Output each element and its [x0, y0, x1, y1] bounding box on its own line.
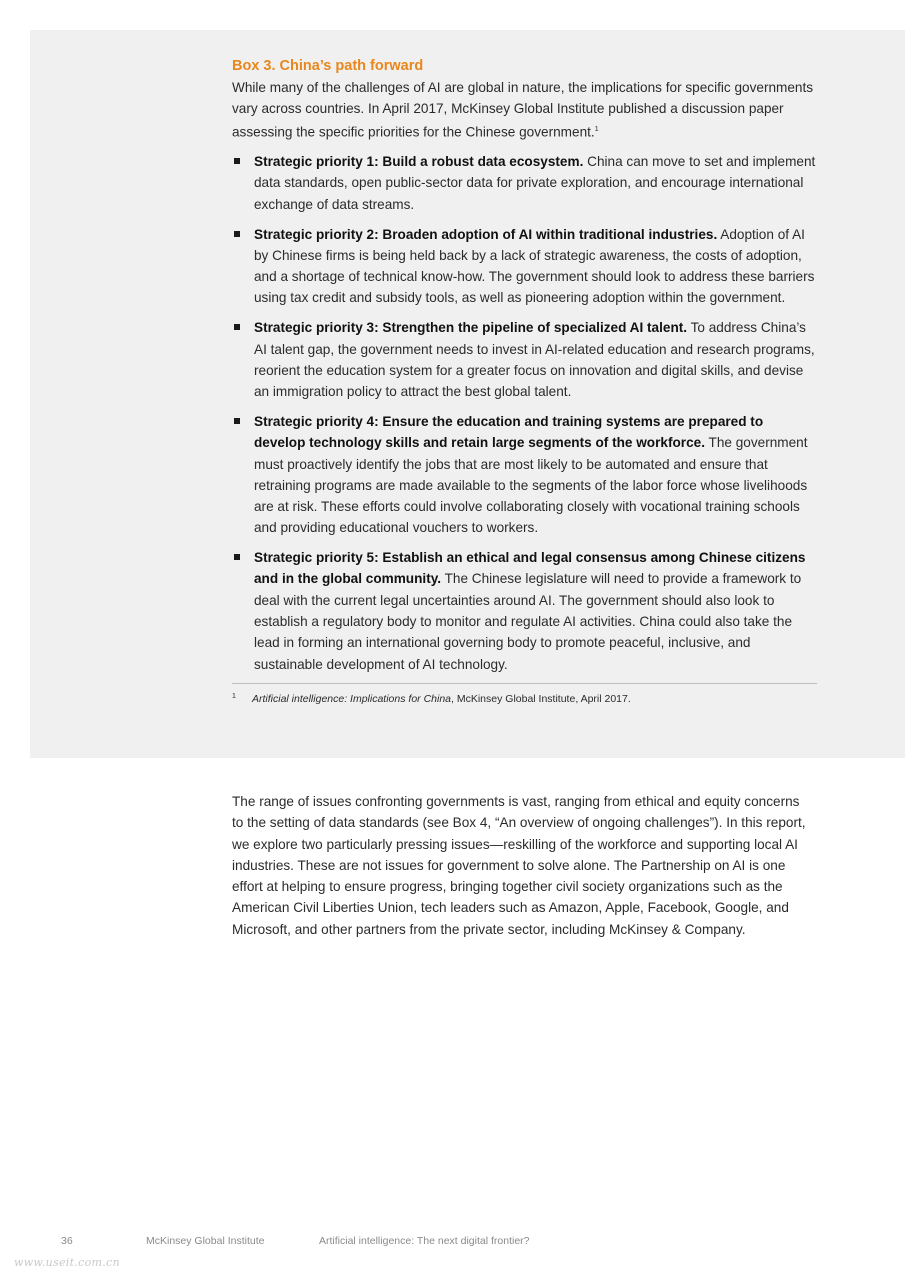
priority-lead: Strategic priority 2: Broaden adoption of AI within traditional industries. — [254, 226, 718, 242]
box-content — [232, 56, 817, 707]
list-item — [232, 547, 817, 675]
footer-publisher: McKinsey Global Institute — [146, 1235, 265, 1247]
priority-lead: Strategic priority 3: Strengthen the pipeline of specialized AI talent. — [254, 320, 688, 336]
priority-lead: Strategic priority 4: Ensure the education and training systems are prepared to develop technology skills and retain large segments of the workforce. — [254, 413, 764, 451]
priority-list — [232, 151, 817, 675]
footer-report-title: Artificial intelligence: The next digital frontier? — [319, 1235, 530, 1247]
box-intro — [232, 77, 817, 143]
priority-text: To address China’s AI talent gap, the government needs to invest in AI-related education and research programs, reorient the education system for a greater focus on innovation and digital skills, and devise an immigration policy to attract the best global talent. — [254, 320, 815, 400]
list-item — [232, 224, 817, 309]
footnote-mark: 1 — [232, 693, 236, 701]
priority-text: Adoption of AI by Chinese firms is being held back by a lack of strategic awareness, the costs of adoption, and a shortage of technical know-how. The government should look to address these barriers using tax credit and subsidy tools, as well as pioneering adoption within the government. — [254, 226, 815, 306]
square-bullet-icon — [234, 324, 240, 330]
list-item — [232, 151, 817, 215]
footnote-source-detail: , McKinsey Global Institute, April 2017. — [451, 693, 631, 706]
square-bullet-icon — [234, 231, 240, 237]
footnote-divider — [232, 683, 817, 684]
box-intro-text: While many of the challenges of AI are global in nature, the implications for specific governments vary across countries. In April 2017, McKinsey Global Institute published a discussion paper assessing the specific priorities for the Chinese government. — [232, 80, 814, 140]
list-item — [232, 317, 817, 402]
priority-text: The Chinese legislature will need to provide a framework to deal with the current legal uncertainties around AI. The government should also look to establish a regulatory body to monitor and regulate AI activities. China could also take the lead in forming an international governing body to promote peaceful, inclusive, and sustainable development of AI technology. — [254, 571, 802, 672]
square-bullet-icon — [234, 158, 240, 164]
square-bullet-icon — [234, 554, 240, 560]
watermark: www.useit.com.cn — [14, 1256, 120, 1269]
square-bullet-icon — [234, 418, 240, 424]
priority-text: China can move to set and implement data standards, open public-sector data for private exploration, and encourage international exchange of data streams. — [254, 154, 816, 212]
sidebar-box — [30, 30, 905, 758]
priority-lead: Strategic priority 5: Establish an ethical and legal consensus among Chinese citizens and in the global community. — [254, 550, 806, 587]
box-title: Box 3. China’s path forward — [232, 58, 424, 74]
footnote-source-title: Artificial intelligence: Implications for China — [252, 693, 452, 706]
body-paragraph: The range of issues confronting governments is vast, ranging from ethical and equity concerns to the setting of data standards (see Box 4, “An overview of ongoing challenges”). In this report, we explore two particularly pressing issues—reskilling of the workforce and supporting local AI industries. These are not issues for government to solve alone. The Partnership on AI is one effort at helping to ensure progress, bringing together civil society organizations such as the American Civil Liberties Union, tech leaders such as Amazon, Apple, Facebook, Google, and Microsoft, and other partners from the private sector, including McKinsey & Company. — [232, 794, 806, 937]
priority-lead: Strategic priority 1: Build a robust data ecosystem. — [254, 154, 584, 170]
list-item — [232, 411, 817, 539]
footnote-reference: 1 — [594, 126, 599, 134]
priority-text: The government must proactively identify the jobs that are most likely to be automated and ensure that retraining programs are made available to the segments of the labor force whose livelihoods are at risk. These efforts could involve collaborating closely with vocational training schools and providing educational vouchers to workers. — [254, 435, 808, 536]
page-number: 36 — [61, 1235, 73, 1247]
footnote — [232, 691, 817, 707]
